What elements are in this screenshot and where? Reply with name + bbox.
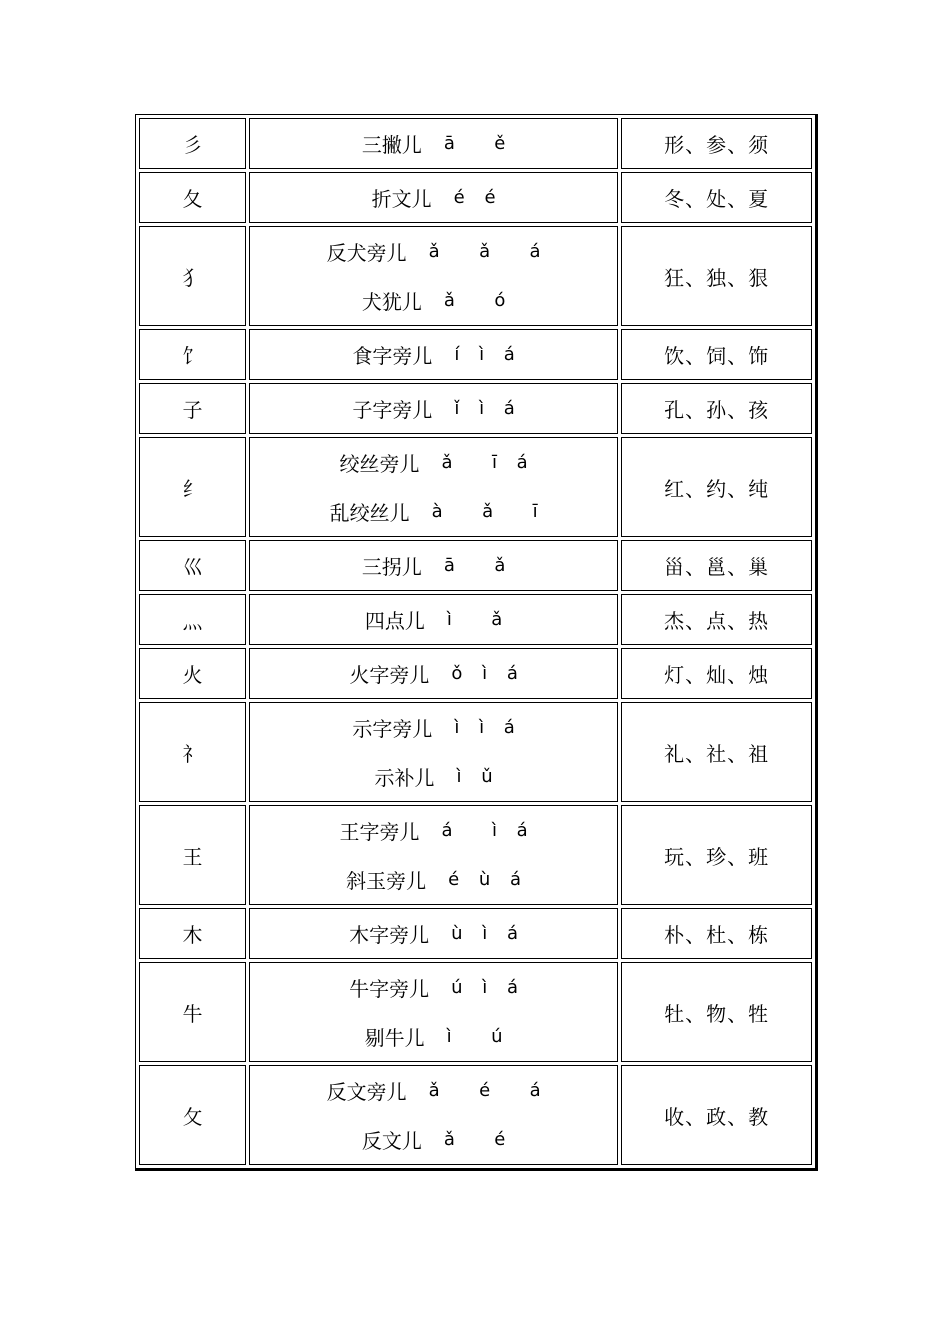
radical-name-pinyin: ā ǎ [443, 555, 506, 576]
example-characters-cell: 饮、饲、饰 [621, 329, 812, 380]
example-characters-cell: 收、政、教 [621, 1065, 812, 1165]
radical-name-cell [249, 540, 618, 591]
table-row [139, 648, 812, 699]
radical-name-line [250, 703, 617, 752]
radical-name-line [250, 649, 617, 698]
radical-name-text: 木字旁儿 [349, 923, 430, 947]
radical-name-pinyin: à ǎ ī [431, 501, 538, 522]
example-characters-cell: 狂、独、狠 [621, 226, 812, 326]
radical-name-text: 牛字旁儿 [349, 977, 430, 1001]
table-row [139, 702, 812, 802]
radical-name-cell [249, 805, 618, 905]
radical-name-line [250, 752, 617, 801]
radical-cell: 礻 [139, 702, 246, 802]
radical-name-cell [249, 226, 618, 326]
radical-cell: 犭 [139, 226, 246, 326]
radical-name-cell [249, 962, 618, 1062]
example-characters-cell: 礼、社、祖 [621, 702, 812, 802]
radical-name-text: 三拐儿 [361, 555, 422, 579]
radical-name-line [250, 1115, 617, 1164]
radical-name-cell [249, 437, 618, 537]
radical-name-text: 子字旁儿 [352, 398, 433, 422]
radical-name-cell [249, 702, 618, 802]
radical-name-line [250, 855, 617, 904]
radical-name-cell [249, 594, 618, 645]
radical-name-line [250, 438, 617, 487]
radical-name-pinyin: ù ì á [451, 923, 519, 944]
radical-name-pinyin: í ì á [454, 344, 515, 365]
example-characters-cell: 杰、点、热 [621, 594, 812, 645]
radical-name-cell [249, 908, 618, 959]
radical-name-line [250, 119, 617, 168]
radical-name-line [250, 1066, 617, 1115]
radical-name-pinyin: ì ì á [454, 717, 515, 738]
radical-name-line [250, 173, 617, 222]
radical-name-cell [249, 172, 618, 223]
radical-name-pinyin: ì ǔ [456, 766, 493, 787]
radical-name-pinyin: ǎ ī á [441, 452, 528, 473]
table-row [139, 1065, 812, 1165]
radical-name-cell [249, 648, 618, 699]
example-characters-cell: 甾、邕、巢 [621, 540, 812, 591]
radical-name-line [250, 330, 617, 379]
radical-name-cell [249, 383, 618, 434]
radical-name-pinyin: é é [453, 187, 496, 208]
radical-name-text: 剔牛儿 [364, 1026, 425, 1050]
radical-name-line [250, 909, 617, 958]
radical-name-line [250, 384, 617, 433]
table-row [139, 118, 812, 169]
radical-name-line [250, 1012, 617, 1061]
table-row [139, 172, 812, 223]
radical-name-pinyin: ì ú [446, 1026, 503, 1047]
table-row [139, 805, 812, 905]
radical-cell: 火 [139, 648, 246, 699]
radical-name-text: 示补儿 [374, 766, 435, 790]
example-characters-cell: 朴、杜、栋 [621, 908, 812, 959]
table-body [139, 118, 812, 1165]
radical-name-text: 绞丝旁儿 [339, 452, 420, 476]
radical-name-text: 反文旁儿 [326, 1080, 407, 1104]
table-row [139, 594, 812, 645]
radical-name-line [250, 276, 617, 325]
radical-name-cell [249, 118, 618, 169]
radical-name-line [250, 487, 617, 536]
radical-cell: 子 [139, 383, 246, 434]
radical-name-text: 四点儿 [364, 609, 425, 633]
radical-name-text: 斜玉旁儿 [346, 869, 427, 893]
radical-table [135, 114, 818, 1171]
example-characters-cell: 冬、处、夏 [621, 172, 812, 223]
example-characters-cell: 红、约、纯 [621, 437, 812, 537]
radical-name-text: 乱绞丝儿 [329, 501, 410, 525]
radical-name-line [250, 595, 617, 644]
radical-name-pinyin: ā ě [443, 133, 506, 154]
radical-cell: 木 [139, 908, 246, 959]
example-characters-cell: 玩、珍、班 [621, 805, 812, 905]
radical-name-line [250, 806, 617, 855]
radical-name-pinyin: ú ì á [451, 977, 519, 998]
radical-name-text: 示字旁儿 [352, 717, 433, 741]
radical-name-text: 食字旁儿 [352, 344, 433, 368]
radical-cell: 巛 [139, 540, 246, 591]
radical-name-text: 王字旁儿 [339, 820, 420, 844]
radical-name-line [250, 963, 617, 1012]
radical-name-pinyin: ì ǎ [446, 609, 503, 630]
example-characters-cell: 形、参、须 [621, 118, 812, 169]
radical-name-line [250, 541, 617, 590]
table-row [139, 540, 812, 591]
radical-name-line [250, 227, 617, 276]
radical-cell: 饣 [139, 329, 246, 380]
radical-cell: 灬 [139, 594, 246, 645]
radical-name-text: 折文儿 [371, 187, 432, 211]
radical-name-pinyin: ǎ ó [443, 290, 506, 311]
radical-name-pinyin: ǒ ì á [451, 663, 518, 684]
example-characters-cell: 孔、孙、孩 [621, 383, 812, 434]
radical-cell: 纟 [139, 437, 246, 537]
radical-cell: 彡 [139, 118, 246, 169]
radical-name-pinyin: ǎ é [443, 1129, 506, 1150]
example-characters-cell: 灯、灿、烛 [621, 648, 812, 699]
radical-name-pinyin: ǎ ǎ á [428, 241, 541, 262]
radical-name-pinyin: ǐ ì á [454, 398, 515, 419]
table-row [139, 226, 812, 326]
radical-name-text: 反犬旁儿 [326, 241, 407, 265]
radical-name-text: 反文儿 [361, 1129, 422, 1153]
radical-cell: 夂 [139, 172, 246, 223]
radical-name-text: 犬犹儿 [361, 290, 422, 314]
radical-cell: 攵 [139, 1065, 246, 1165]
radical-name-text: 三撇儿 [361, 133, 422, 157]
example-characters-cell: 牡、物、牲 [621, 962, 812, 1062]
table-row [139, 329, 812, 380]
table-row [139, 383, 812, 434]
table-row [139, 908, 812, 959]
radical-name-pinyin: á ì á [441, 820, 528, 841]
radical-cell: 王 [139, 805, 246, 905]
radical-name-pinyin: ǎ é á [428, 1080, 541, 1101]
radical-name-text: 火字旁儿 [349, 663, 430, 687]
radical-name-cell [249, 329, 618, 380]
table-row [139, 962, 812, 1062]
radical-cell: 牛 [139, 962, 246, 1062]
radical-name-pinyin: é ù á [448, 869, 522, 890]
table-row [139, 437, 812, 537]
radical-name-cell [249, 1065, 618, 1165]
